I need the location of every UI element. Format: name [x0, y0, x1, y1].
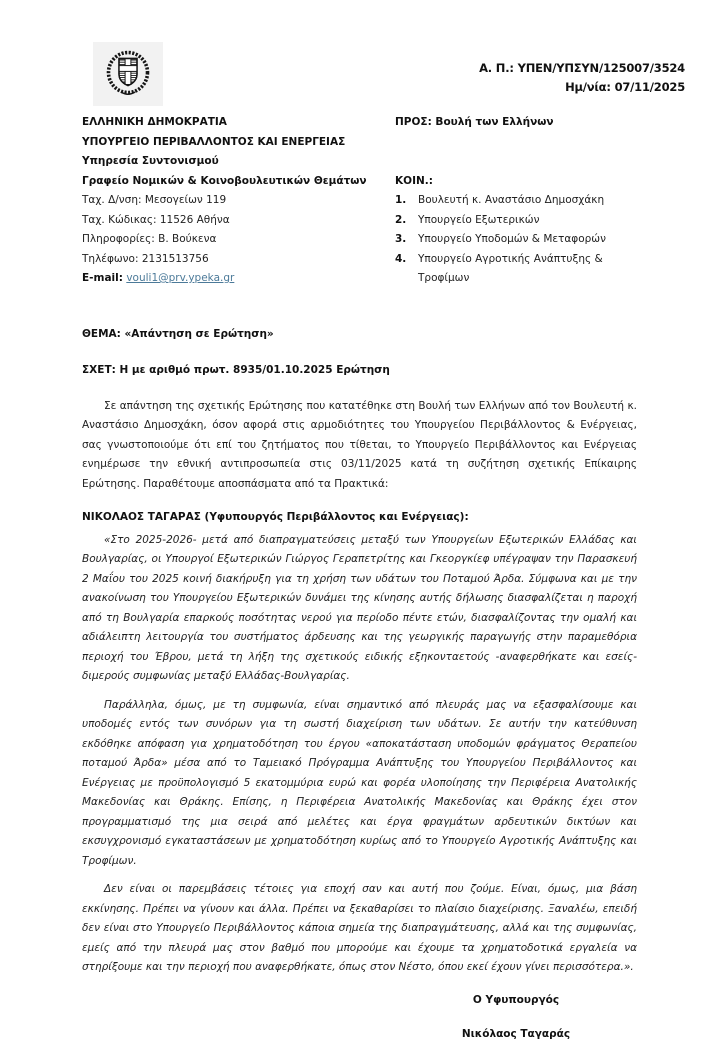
spacer: [395, 133, 637, 172]
signature-name: Νικόλαος Ταγαράς: [461, 1028, 571, 1040]
cc-item-number: 1.: [395, 194, 407, 206]
cc-item: [395, 250, 637, 289]
contact-email-line: [82, 269, 395, 289]
coat-of-arms-icon: [103, 50, 153, 98]
cc-item: [395, 211, 637, 231]
contact-info: Πληροφορίες: Β. Βούκενα: [82, 233, 217, 245]
email-label: E-mail:: [82, 272, 123, 284]
signature-title: Ο Υφυπουργός: [472, 993, 560, 1006]
cc-item-text: Υπουργείο Αγροτικής Ανάπτυξης & Τροφίμων: [418, 252, 603, 284]
document-header: [82, 42, 685, 106]
protocol-block: [479, 59, 685, 97]
cc-item: [395, 191, 637, 211]
document-date: Ημ/νία: 07/11/2025: [565, 80, 685, 94]
sender-block: [82, 113, 395, 289]
cc-item-text: Υπουργείο Υποδομών & Μεταφορών: [418, 233, 606, 245]
quote-paragraph-3: Δεν είναι οι παρεμβάσεις τέτοιες για εποχή σαν και αυτή που ζούμε. Είναι, όμως, μια βάση εκκίνησης. Πρέπει να γίνουν και άλλα. Πρέπει να ξεκαθαρίσει το πλαίσιο διαχείρισης. Ξαναλέω, επειδή δεν είναι στο Υπουργείο Περιβάλλοντος κάποια σημεία της διαπραγμάτευσης, αλλά και της συμφωνίας, εμείς από την πλευρά μας στον βαθμό που μπορούμε και έχουμε τα χρηματοδοτικά εργαλεία να στηρίξουμε και την περιοχή που αναφερθήκατε, όπως στον Νέστο, όπου εκεί έχουν γίνει περισσότερα.».: [82, 883, 637, 973]
contact-phone: Τηλέφωνο: 2131513756: [82, 252, 209, 265]
recipient-block: [395, 113, 637, 289]
contact-address: Ταχ. Δ/νση: Μεσογείων 119: [82, 194, 227, 206]
org-line-service: Υπηρεσία Συντονισμού: [82, 155, 219, 167]
org-line-ministry: ΥΠΟΥΡΓΕΙΟ ΠΕΡΙΒΑΛΛΟΝΤΟΣ ΚΑΙ ΕΝΕΡΓΕΙΑΣ: [82, 135, 346, 148]
to-line: ΠΡΟΣ: Βουλή των Ελλήνων: [395, 116, 554, 128]
intro-paragraph: Σε απάντηση της σχετικής Ερώτησης που κατατέθηκε στη Βουλή των Ελλήνων από τον Βουλευτή κ. Αναστάσιο Δημοσχάκη, όσον αφορά στις αρμοδιότητες του Υπουργείου Περιβάλλοντος & Ενέργειας, σας γνωστοποιούμε ότι επί του ζητήματος που τίθεται, το Υπουργείο Περιβάλλοντος και Ενέργειας ενημέρωσε την εθνική αντιπροσωπεία στις 03/11/2025 κατά τη συζήτηση σχετικής Επίκαιρης Ερώτησης. Παραθέτουμε αποσπάσματα από τα Πρακτικά:: [82, 399, 637, 490]
cc-item-number: 2.: [395, 213, 407, 226]
speaker-line: ΝΙΚΟΛΑΟΣ ΤΑΓΑΡΑΣ (Υφυπουργός Περιβάλλοντος και Ενέργειας):: [82, 511, 469, 523]
reference-line: ΣΧΕΤ: Η με αριθμό πρωτ. 8935/01.10.2025 Ερώτηση: [82, 364, 390, 376]
subject-line: ΘΕΜΑ: «Απάντηση σε Ερώτηση»: [82, 327, 274, 340]
contact-postal-code: Ταχ. Κώδικας: 11526 Αθήνα: [82, 213, 230, 226]
signature-block: [401, 991, 631, 1045]
cc-label: ΚΟΙΝ.:: [395, 174, 433, 187]
quote-paragraph-1: «Στο 2025-2026- μετά από διαπραγματεύσεις μεταξύ των Υπουργείων Εξωτερικών Ελλάδας και Βουλγαρίας, οι Υπουργοί Εξωτερικών Γιώργος Γεραπετρίτης και Γκεοργκίεφ υπέγραψαν την Παρασκευή 2 Μαΐου του 2025 κοινή διακήρυξη για τη χρήση των υδάτων του Ποταμού Άρδα. Σύμφωνα και με την ανακοίνωση του Υπουργείου Εξωτερικών δυνάμει της κίνησης αυτής δήλωσης διασφαλίζεται η παροχή από τη Βουλγαρία επαρκούς ποσότητας νερού για περίοδο πέντε ετών, διασφαλίζοντας την ομαλή και αδιάλειπτη λειτουργία του συστήματος άρδευσης και της γεωργικής παραγωγής στην παραμεθόρια περιοχή του Έβρου, μετά τη λήξη της σχετικούς ειδικής εξηκονταετούς -αναφερθήκατε και εσείς- διμερούς συμφωνίας μεταξύ Ελλάδας-Βουλγαρίας.: [82, 533, 637, 682]
cc-item: [395, 230, 637, 250]
cc-item-text: Βουλευτή κ. Αναστάσιο Δημοσχάκη: [418, 194, 605, 206]
cc-item-number: 3.: [395, 233, 407, 245]
email-link[interactable]: vouli1@prv.ypeka.gr: [126, 272, 235, 284]
cc-item-text: Υπουργείο Εξωτερικών: [418, 213, 540, 226]
org-line-office: Γραφείο Νομικών & Κοινοβουλευτικών Θεμάτων: [82, 174, 367, 187]
greek-coat-of-arms-logo: [93, 42, 163, 106]
sender-recipient-columns: [82, 113, 637, 289]
cc-item-number: 4.: [395, 252, 407, 265]
org-line-republic: ΕΛΛΗΝΙΚΗ ΔΗΜΟΚΡΑΤΙΑ: [82, 116, 227, 128]
quote-paragraph-2: Παράλληλα, όμως, με τη συμφωνία, είναι σημαντικό από πλευράς μας να εξασφαλίσουμε και υποδομές εντός των συνόρων για τη σωστή διαχείριση των υδάτων. Σε αυτήν την κατεύθυνση εκδόθηκε απόφαση για χρηματοδότηση του έργου «αποκατάσταση υποδομών φράγματος Θεραπείου ποταμού Άρδα» μέσα από το Ταμειακό Πρόγραμμα Ανάπτυξης του Υπουργείου Περιβάλλοντος και Ενέργειας με προϋπολογισμό 5 εκατομμύρια ευρώ και φορέα υλοποίησης την Περιφέρεια Ανατολικής Μακεδονίας και Θράκης. Επίσης, η Περιφέρεια Ανατολικής Μακεδονίας και Θράκης έχει στον προγραμματισμό της μια σειρά από μελέτες και έργα φραγμάτων αρδευτικών δικτύων και εκσυγχρονισμό εγκαταστάσεων με χρηματοδότηση κυρίως από το Υπουργείο Αγροτικής Ανάπτυξης και Τροφίμων.: [82, 698, 637, 867]
protocol-number: Α. Π.: ΥΠΕΝ/ΥΠΣΥΝ/125007/3524: [479, 61, 685, 75]
